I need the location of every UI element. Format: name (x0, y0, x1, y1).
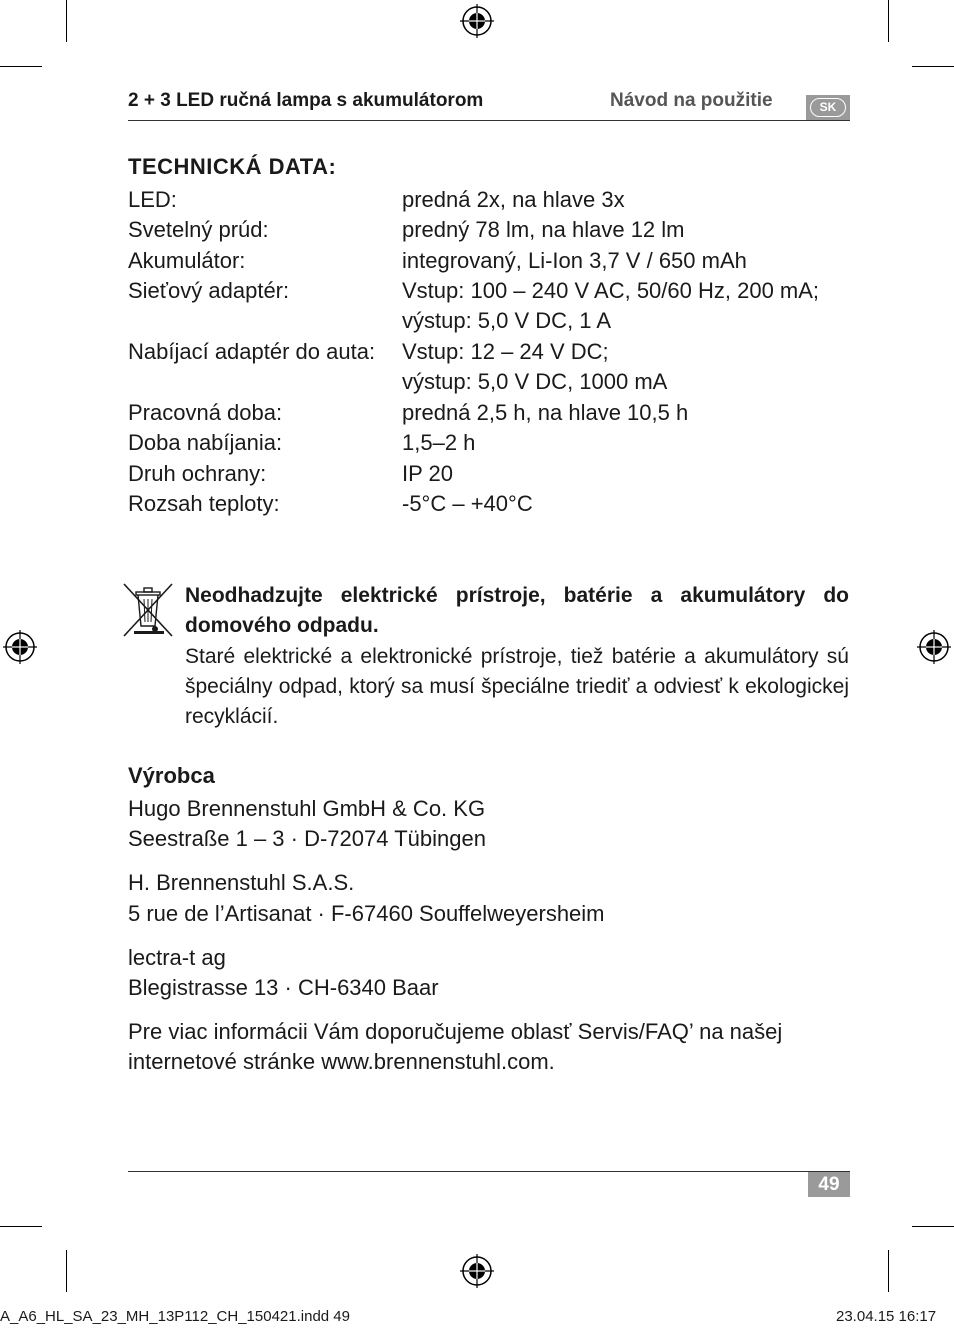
registration-mark-icon (3, 630, 37, 664)
header-section: Návod na použitie (610, 90, 773, 111)
crop-mark (66, 1250, 67, 1292)
manufacturer-name: lectra-t ag (128, 945, 226, 970)
manufacturer-title: Výrobca (128, 763, 215, 788)
crop-mark (912, 1226, 954, 1227)
spec-value: -5°C – +40°C (402, 491, 533, 516)
spec-label: Nabíjací adaptér do auta: (128, 339, 376, 364)
spec-label: Rozsah teploty: (128, 491, 280, 516)
crop-mark (912, 66, 954, 67)
spec-label: Druh ochrany: (128, 461, 267, 486)
registration-mark-icon (917, 630, 951, 664)
crop-mark (0, 66, 42, 67)
spec-label: Svetelný prúd: (128, 217, 269, 242)
crop-mark (0, 1226, 42, 1227)
spec-value: integrovaný, Li-Ion 3,7 V / 650 mAh (402, 248, 747, 273)
spec-value: predný 78 lm, na hlave 12 lm (402, 217, 685, 242)
crossed-bin-icon (122, 582, 174, 638)
spec-value: predná 2,5 h, na hlave 10,5 h (402, 400, 689, 425)
spec-label: Akumulátor: (128, 248, 246, 273)
spec-value: IP 20 (402, 461, 453, 486)
spec-value: predná 2x, na hlave 3x (402, 187, 625, 212)
language-badge-label: SK (810, 98, 846, 117)
spec-label: Pracovná doba: (128, 400, 283, 425)
spec-label: Doba nabíjania: (128, 430, 283, 455)
spec-label: LED: (128, 187, 177, 212)
footer-rule (128, 1171, 850, 1172)
spec-value: 1,5–2 h (402, 430, 476, 455)
tech-data-title: TECHNICKÁ DATA: (128, 154, 337, 179)
spec-label: Sieťový adaptér: (128, 278, 290, 303)
crop-mark (888, 0, 889, 42)
header-rule (128, 120, 850, 121)
spec-value: Vstup: 100 – 240 V AC, 50/60 Hz, 200 mA; výstup: 5,0 V DC, 1 A (402, 278, 820, 333)
disposal-warning-body: Staré elektrické a elektronické prístroje, tiež batérie a akumulátory sú špeciálny odpad, ktorý sa musí špeciálne triediť a odviesť k ekologickej recyklácií. (185, 645, 849, 728)
manufacturer-name: Hugo Brennenstuhl GmbH & Co. KG (128, 796, 486, 821)
registration-mark-icon (460, 4, 494, 38)
crop-mark (888, 1250, 889, 1292)
manufacturer-address: Seestraße 1 – 3 · D-72074 Tübingen (128, 826, 486, 851)
header-title: 2 + 3 LED ručná lampa s akumulátorom (128, 90, 484, 111)
manufacturer-address: Blegistrasse 13 · CH-6340 Baar (128, 975, 439, 1000)
crop-mark (66, 0, 67, 42)
page-number: 49 (808, 1172, 850, 1197)
disposal-warning-title: Neodhadzujte elektrické prístroje, batérie a akumulátory do domového odpadu. (185, 584, 849, 637)
spec-value: Vstup: 12 – 24 V DC; výstup: 5,0 V DC, 1000 mA (402, 339, 668, 394)
manufacturer-address: 5 rue de l’Artisanat · F-67460 Souffelweyersheim (128, 901, 605, 926)
file-info: A_A6_HL_SA_23_MH_13P112_CH_150421.indd 49 (0, 1308, 350, 1325)
more-info-text: Pre viac informácii Vám doporučujeme oblasť Servis/FAQ’ na našej internetové stránke www.brennenstuhl.com. (128, 1019, 783, 1074)
manufacturer-name: H. Brennenstuhl S.A.S. (128, 870, 355, 895)
language-badge (806, 95, 850, 120)
registration-mark-icon (460, 1254, 494, 1288)
print-date-time: 23.04.15 16:17 (836, 1308, 937, 1325)
